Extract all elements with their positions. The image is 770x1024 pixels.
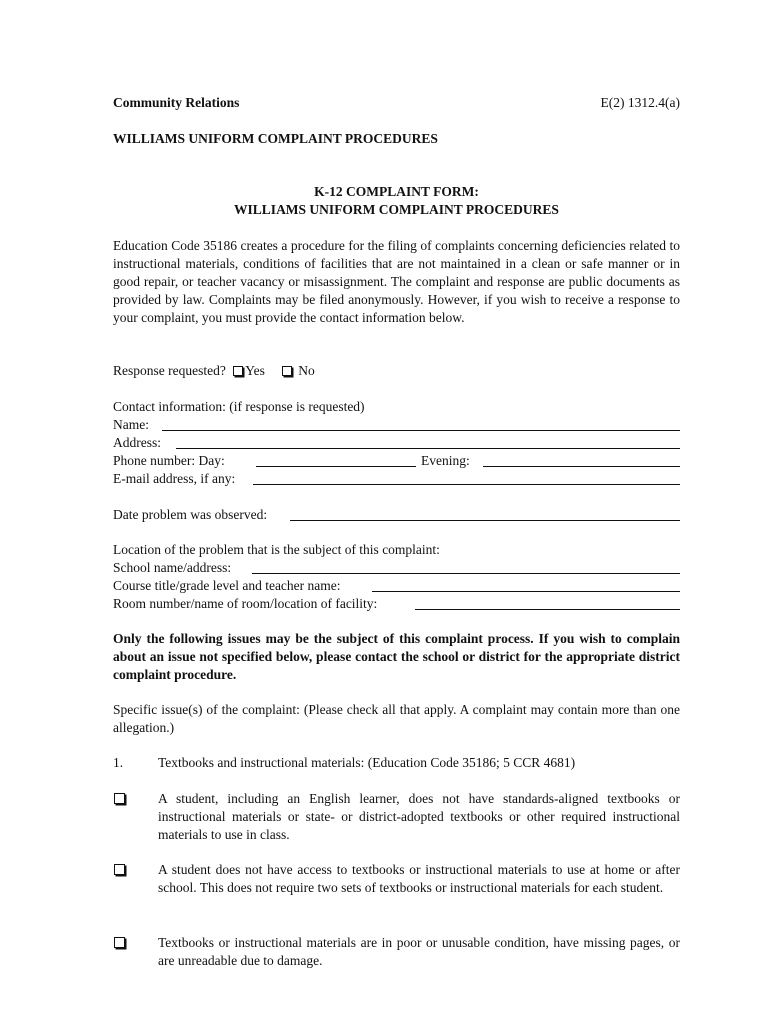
header-right: E(2) 1312.4(a) xyxy=(600,95,680,110)
school-field[interactable] xyxy=(252,573,680,574)
item-1-text: A student, including an English learner, does not have standards-aligned textbooks or instructional materials or state- or district-adopted textbooks or other required instructional materials to use in class. xyxy=(158,791,680,842)
name-label: Name: xyxy=(113,417,149,432)
address-field[interactable] xyxy=(176,448,680,449)
phone-evening-label: Evening: xyxy=(421,453,470,468)
section-number: 1. xyxy=(113,755,124,770)
item-2-checkbox[interactable] xyxy=(114,864,125,875)
item-1-checkbox[interactable] xyxy=(114,793,125,804)
specific-issues-instructions: Specific issue(s) of the complaint: (Please check all that apply. A complaint may contain more than one allegation.) xyxy=(113,702,680,735)
name-field[interactable] xyxy=(162,430,680,431)
response-no-checkbox[interactable] xyxy=(282,366,292,376)
response-requested-row xyxy=(113,362,315,380)
course-label: Course title/grade level and teacher name: xyxy=(113,578,341,593)
location-heading: Location of the problem that is the subject of this complaint: xyxy=(113,542,440,557)
form-title-line1: K-12 COMPLAINT FORM: xyxy=(314,184,479,199)
intro-paragraph: Education Code 35186 creates a procedure for the filing of complaints concerning deficiencies related to instructional materials, conditions of facilities that are not maintained in a clean or safe manner or in good repair, or teacher vacancy or misassignment. The complaint and response are public documents as provided by law. Complaints may be filed anonymously. However, if you wish to receive a response to your complaint, you must provide the contact information below. xyxy=(113,238,680,325)
header-left: Community Relations xyxy=(113,95,240,110)
school-label: School name/address: xyxy=(113,560,232,575)
response-yes-checkbox[interactable] xyxy=(233,366,243,376)
phone-evening-field[interactable] xyxy=(483,466,680,467)
address-label: Address: xyxy=(113,435,161,450)
item-3-text: Textbooks or instructional materials are in poor or unusable condition, have missing pages, or are unreadable due to damage. xyxy=(158,935,680,968)
room-field[interactable] xyxy=(415,609,680,610)
course-field[interactable] xyxy=(372,591,680,592)
document-subtitle: WILLIAMS UNIFORM COMPLAINT PROCEDURES xyxy=(113,131,438,146)
section-title: Textbooks and instructional materials: (Education Code 35186; 5 CCR 4681) xyxy=(158,755,576,770)
date-observed-label: Date problem was observed: xyxy=(113,507,268,522)
phone-day-field[interactable] xyxy=(256,466,416,467)
phone-day-label: Phone number: Day: xyxy=(113,453,225,468)
room-label: Room number/name of room/location of facility: xyxy=(113,596,378,611)
email-label: E-mail address, if any: xyxy=(113,471,236,486)
notice-paragraph: Only the following issues may be the subject of this complaint process. If you wish to complain about an issue not specified below, please contact the school or district for the appropriate district complaint procedure. xyxy=(113,631,680,682)
form-title-line2: WILLIAMS UNIFORM COMPLAINT PROCEDURES xyxy=(234,202,559,217)
item-2-text: A student does not have access to textbooks or instructional materials to use at home or after school. This does not require two sets of textbooks or instructional materials for each student. xyxy=(158,862,680,895)
response-no-label: No xyxy=(298,363,315,378)
response-yes-label: Yes xyxy=(245,363,265,378)
date-observed-field[interactable] xyxy=(290,520,680,521)
email-field[interactable] xyxy=(253,484,680,485)
item-3-checkbox[interactable] xyxy=(114,937,125,948)
response-label: Response requested? xyxy=(113,363,226,378)
contact-heading: Contact information: (if response is requested) xyxy=(113,399,365,414)
